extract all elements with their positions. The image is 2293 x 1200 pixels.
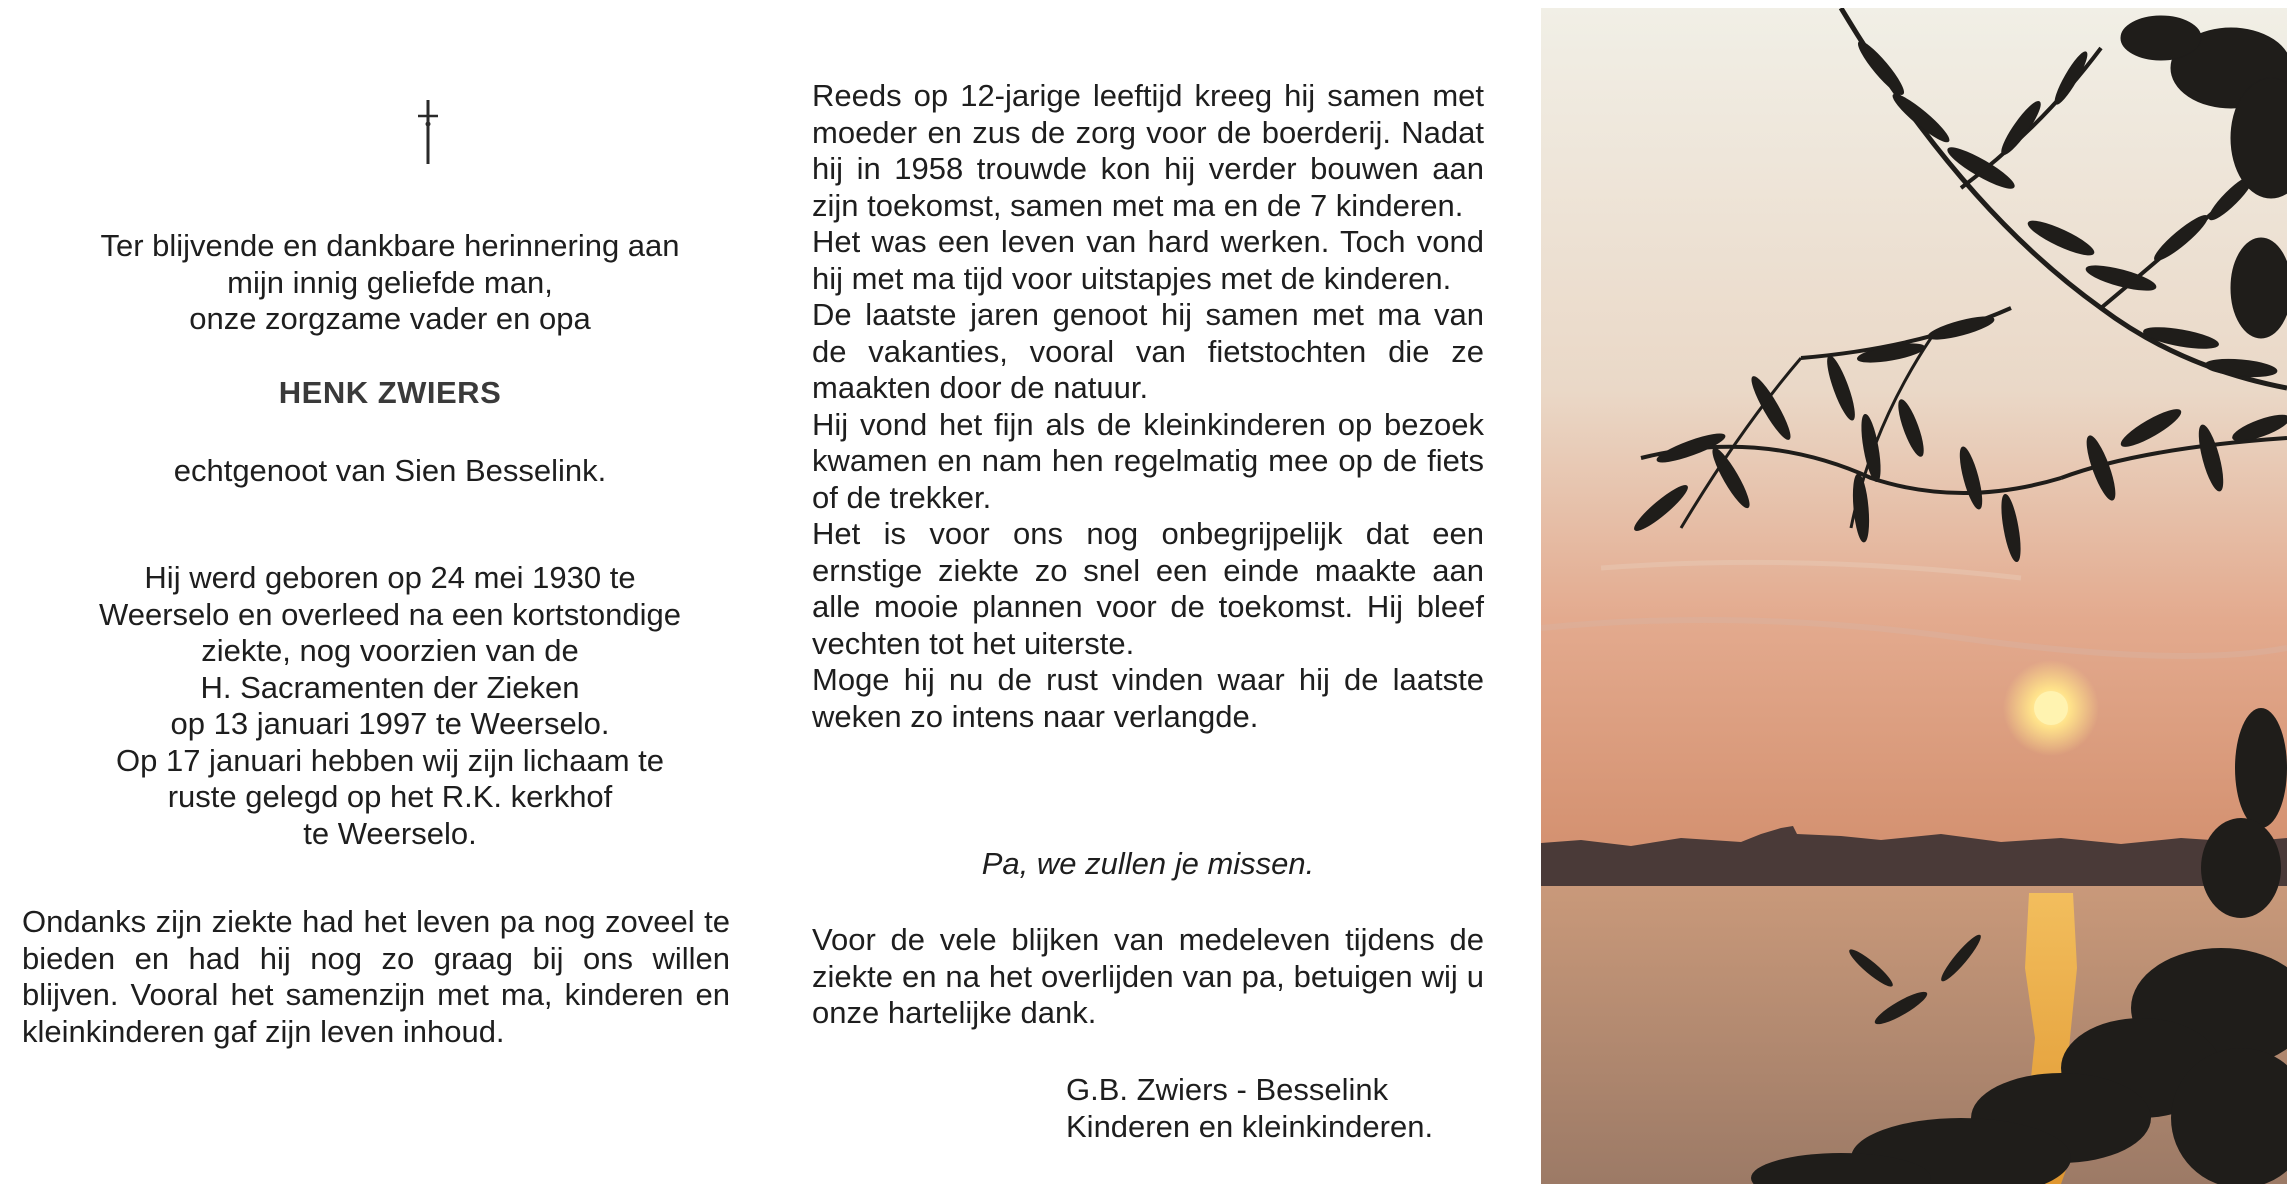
story-paragraph: De laatste jaren genoot hij samen met ma van de vakanties, vooral van fietstochten die ze maakten door de natuur.: [812, 297, 1484, 405]
signature-line: Kinderen en kleinkinderen.: [1066, 1108, 1434, 1144]
bio-line: Hij werd geboren op 24 mei 1930 te: [144, 560, 636, 595]
bio-line: H. Sacramenten der Zieken: [200, 669, 580, 705]
story-paragraph: Het is voor ons nog onbegrijpelijk dat een ernstige ziekte zo snel een einde maakte aan alle mooie plannen voor de toekomst. Hij bleef vechten tot het uiterste.: [812, 516, 1484, 661]
bio-line: op 13 januari 1997 te Weerselo.: [170, 706, 610, 741]
left-paragraph: [22, 904, 730, 1050]
sunset-photo: [1541, 8, 2287, 1184]
intro-text: [40, 228, 740, 338]
intro-line: mijn innig geliefde man,: [227, 264, 553, 300]
thanks-text: Voor de vele blijken van medeleven tijdens de ziekte en na het overlijden van pa, betuigen wij u onze hartelijke dank.: [812, 922, 1484, 1030]
bio-line: Op 17 januari hebben wij zijn lichaam te: [116, 742, 664, 778]
life-story: [812, 78, 1484, 735]
intro-line: Ter blijvende en dankbare herinnering aan: [100, 228, 680, 263]
story-paragraph: Reeds op 12-jarige leeftijd kreeg hij samen met moeder en zus de zorg voor de boerderij. Nadat hij in 1958 trouwde kon hij verder bouwen aan zijn toekomst, samen met ma en de 7 kinderen.: [812, 78, 1484, 223]
signature-line: G.B. Zwiers - Besselink: [1066, 1072, 1389, 1107]
bio-line: Weerselo en overleed na een kortstondige: [99, 596, 681, 632]
closing-line: Pa, we zullen je missen.: [981, 846, 1315, 881]
bio-text: [40, 560, 740, 852]
story-paragraph: Het was een leven van hard werken. Toch vond hij met ma tijd voor uitstapjes met de kinderen.: [812, 224, 1484, 296]
signature: [1066, 1072, 1484, 1145]
paragraph-text: Ondanks zijn ziekte had het leven pa nog zoveel te bieden en had hij nog zo graag bij ons willen blijven. Vooral het samenzijn met ma, kinderen en kleinkinderen gaf zijn leven inhoud.: [22, 904, 730, 1049]
story-paragraph: Moge hij nu de rust vinden waar hij de laatste weken zo intens naar verlangde.: [812, 662, 1484, 734]
bio-line: ziekte, nog voorzien van de: [201, 633, 579, 668]
intro-line: onze zorgzame vader en opa: [189, 301, 591, 336]
deceased-name: HENK ZWIERS: [278, 375, 502, 410]
cross-icon: [408, 98, 448, 166]
spouse-line: echtgenoot van Sien Besselink.: [173, 453, 607, 488]
story-paragraph: Hij vond het fijn als de kleinkinderen op bezoek kwamen en nam hen regelmatig mee op de fiets of de trekker.: [812, 406, 1484, 515]
bio-line: te Weerselo.: [303, 815, 477, 851]
bio-line: ruste gelegd op het R.K. kerkhof: [167, 779, 613, 814]
